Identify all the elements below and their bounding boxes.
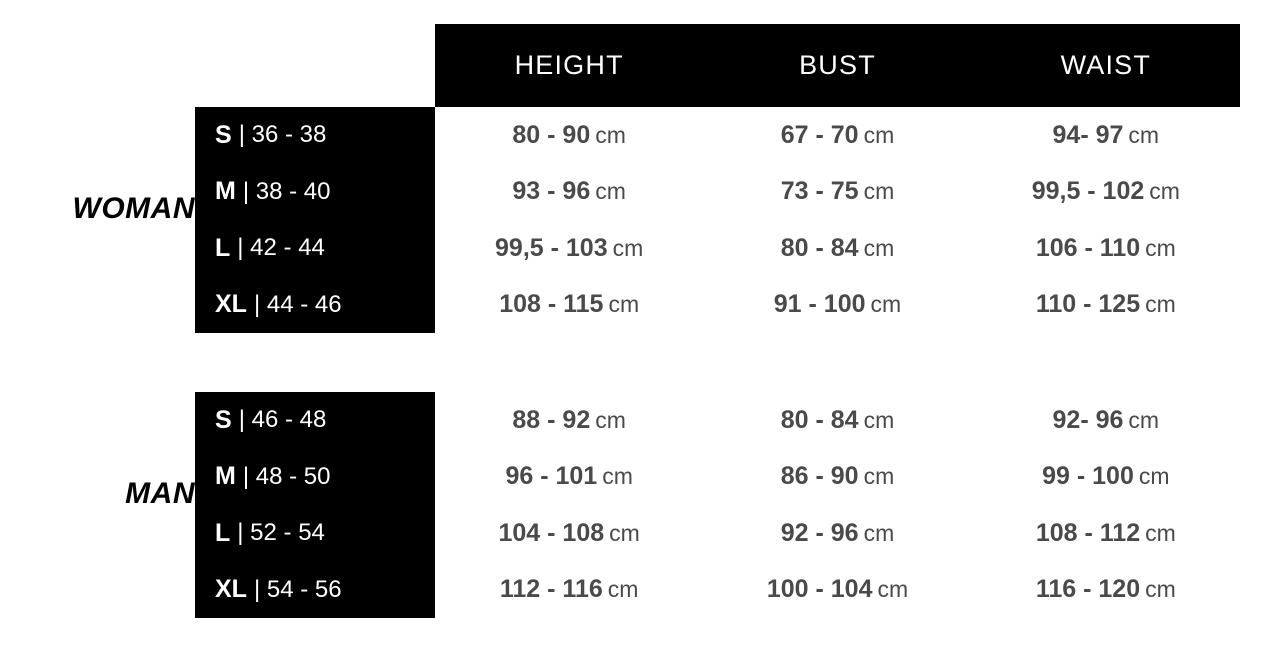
- value: 99,5 - 102: [1031, 177, 1145, 206]
- size-code: M: [215, 177, 236, 206]
- value: 116 - 120: [1035, 575, 1141, 604]
- cell-bust: [703, 462, 971, 491]
- unit: cm: [607, 576, 639, 603]
- value: 104 - 108: [498, 518, 605, 547]
- cell-waist: [972, 234, 1240, 263]
- cell-bust: [703, 234, 971, 263]
- unit: cm: [1138, 463, 1170, 490]
- cell-height: [435, 462, 703, 491]
- unit: cm: [602, 463, 633, 490]
- cell-height: [435, 290, 703, 319]
- unit: cm: [863, 121, 895, 148]
- unit: cm: [863, 463, 895, 490]
- size-eu-range: | 54 - 56: [253, 575, 342, 603]
- cell-waist: [972, 462, 1240, 491]
- column-header-bust: BUST: [799, 50, 876, 80]
- cell-waist: [972, 290, 1240, 319]
- unit: cm: [870, 291, 902, 318]
- cell-height: [435, 121, 703, 150]
- cell-waist: [972, 406, 1240, 435]
- size-code: XL: [215, 290, 247, 319]
- cell-height: [435, 234, 703, 263]
- value: 96 - 101: [505, 462, 598, 491]
- size-eu-range: | 52 - 54: [237, 519, 325, 547]
- size-eu-range: | 48 - 50: [242, 462, 331, 490]
- unit: cm: [595, 178, 626, 205]
- unit: cm: [1145, 519, 1176, 546]
- unit: cm: [1145, 291, 1176, 318]
- cell-waist: [972, 575, 1240, 604]
- size-code: S: [215, 405, 232, 434]
- table-row: [435, 107, 1240, 164]
- cell-bust: [703, 519, 971, 548]
- table-row: [435, 562, 1240, 619]
- size-eu-range: | 44 - 46: [253, 290, 342, 318]
- cell-height: [435, 406, 703, 435]
- value: 108 - 115: [499, 290, 604, 319]
- cell-waist: [972, 177, 1240, 206]
- unit: cm: [863, 519, 895, 546]
- size-code: M: [215, 462, 236, 491]
- value: 91 - 100: [773, 290, 866, 319]
- cell-height: [435, 519, 703, 548]
- column-header-waist: WAIST: [1060, 50, 1152, 80]
- value: 106 - 110: [1035, 233, 1141, 262]
- value: 94- 97: [1052, 120, 1124, 149]
- group-label-man: MAN: [125, 477, 195, 510]
- table-row: [195, 392, 435, 449]
- unit: cm: [609, 519, 640, 546]
- unit: cm: [863, 234, 895, 261]
- cell-bust: [703, 177, 971, 206]
- group-label-woman: WOMAN: [72, 192, 195, 225]
- value: 99,5 - 103: [495, 233, 608, 262]
- value: 92 - 96: [780, 518, 859, 547]
- value: 99 - 100: [1042, 462, 1134, 491]
- size-eu-range: | 36 - 38: [238, 121, 327, 149]
- unit: cm: [1145, 234, 1176, 261]
- value: 86 - 90: [780, 462, 859, 491]
- unit: cm: [863, 178, 895, 205]
- size-eu-range: | 38 - 40: [242, 177, 331, 205]
- table-row: [195, 220, 435, 277]
- section-man: [0, 392, 1267, 618]
- table-row: [195, 505, 435, 562]
- cell-bust: [703, 575, 971, 604]
- unit: cm: [863, 406, 895, 433]
- value: 110 - 125: [1035, 290, 1141, 319]
- cell-height: [435, 177, 703, 206]
- size-eu-range: | 46 - 48: [238, 406, 327, 434]
- table-row: [195, 449, 435, 506]
- cell-height: [435, 575, 703, 604]
- size-code: L: [215, 518, 231, 547]
- size-eu-range: | 42 - 44: [237, 234, 325, 262]
- value: 88 - 92: [512, 405, 591, 434]
- size-block-man: [195, 392, 435, 618]
- value: 80 - 90: [512, 120, 591, 149]
- unit: cm: [608, 291, 640, 318]
- table-row: [435, 164, 1240, 221]
- unit: cm: [1145, 576, 1176, 603]
- unit: cm: [877, 576, 909, 603]
- value: 100 - 104: [766, 575, 873, 604]
- value: 112 - 116: [499, 575, 603, 604]
- value: 73 - 75: [780, 177, 859, 206]
- cell-bust: [703, 290, 971, 319]
- unit: cm: [1128, 121, 1160, 148]
- value: 92- 96: [1052, 405, 1124, 434]
- value: 67 - 70: [780, 120, 859, 149]
- cell-bust: [703, 406, 971, 435]
- unit: cm: [595, 406, 626, 433]
- measurements-man: [435, 392, 1240, 618]
- table-row: [195, 107, 435, 164]
- table-row: [435, 220, 1240, 277]
- table-row: [435, 277, 1240, 334]
- unit: cm: [612, 234, 644, 261]
- table-row: [435, 392, 1240, 449]
- value: 93 - 96: [512, 177, 591, 206]
- table-row: [195, 277, 435, 334]
- unit: cm: [1149, 178, 1180, 205]
- unit: cm: [595, 121, 626, 148]
- value: 80 - 84: [780, 405, 859, 434]
- column-header-height: HEIGHT: [514, 50, 624, 80]
- table-row: [435, 449, 1240, 506]
- value: 108 - 112: [1035, 518, 1141, 547]
- size-block-woman: [195, 107, 435, 333]
- size-code: L: [215, 233, 231, 262]
- value: 80 - 84: [780, 233, 859, 262]
- cell-bust: [703, 121, 971, 150]
- table-row: [195, 562, 435, 619]
- section-woman: [0, 107, 1267, 333]
- table-row: [195, 164, 435, 221]
- unit: cm: [1128, 406, 1160, 433]
- size-code: XL: [215, 575, 247, 604]
- size-code: S: [215, 120, 232, 149]
- cell-waist: [972, 121, 1240, 150]
- cell-waist: [972, 519, 1240, 548]
- table-header: [435, 24, 1240, 107]
- measurements-woman: [435, 107, 1240, 333]
- table-row: [435, 505, 1240, 562]
